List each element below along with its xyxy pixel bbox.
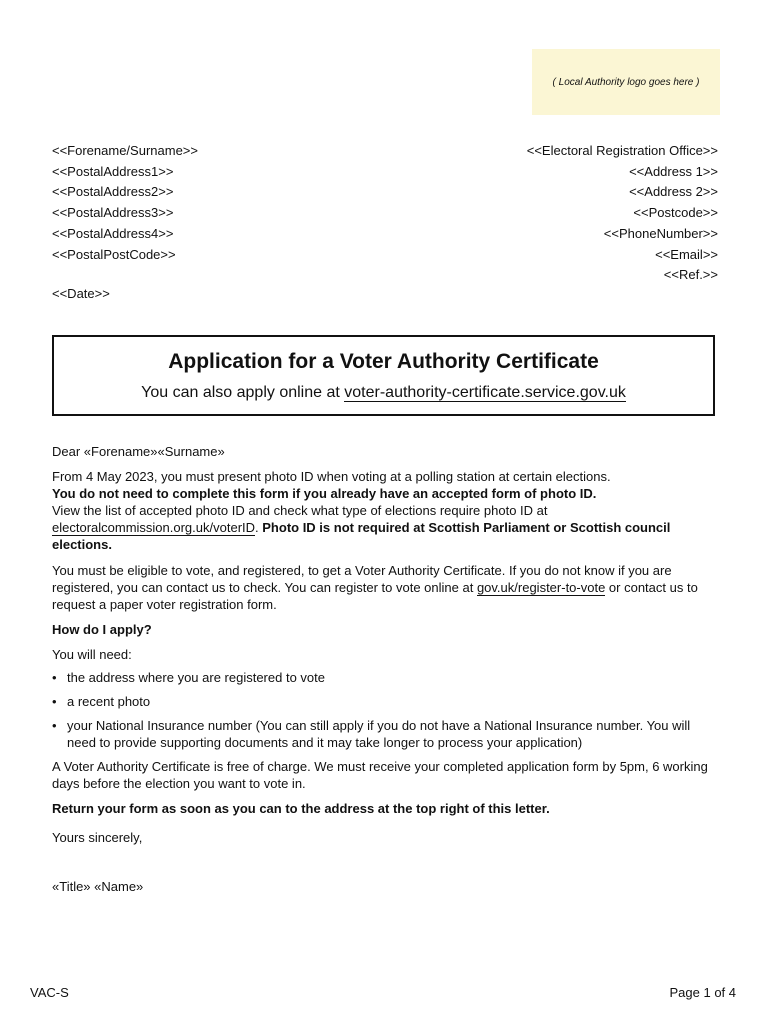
closing: Yours sincerely, (52, 830, 143, 845)
logo-placeholder (532, 49, 720, 115)
how-to-apply-heading (52, 621, 720, 638)
recipient-postcode: <<PostalPostCode>> (52, 246, 176, 262)
recipient-address-line-3: <<PostalAddress3>> (52, 205, 174, 221)
recipient-address-line-2: <<PostalAddress2>> (52, 184, 174, 200)
how-to-apply-heading-text: How do I apply? (52, 622, 152, 637)
office-phone: <<PhoneNumber>> (603, 225, 718, 241)
requirements-list (52, 669, 720, 751)
photo-id-exemption: You do not need to complete this form if you already have an accepted form of photo ID. (52, 486, 597, 501)
salutation: Dear «Forename»«Surname» (52, 444, 225, 459)
letter-body (52, 443, 720, 901)
eligibility-end: or contact us to request a paper voter registration form. (52, 580, 698, 612)
online-application-link[interactable]: voter-authority-certificate.service.gov.uk (344, 384, 626, 401)
office-name: <<Electoral Registration Office>> (526, 143, 718, 158)
recipient-name: <<Forename/Surname>> (52, 143, 198, 158)
list-item (52, 693, 720, 710)
list-item (52, 717, 720, 751)
signature: «Title» «Name» (52, 879, 144, 894)
form-code: VAC-S (30, 985, 69, 1000)
return-instructions (52, 800, 720, 817)
free-of-charge-paragraph: A Voter Authority Certificate is free of charge. We must receive your completed application form by 5pm, 6 working days before the election you want to vote in. (52, 759, 708, 791)
list-item-text: the address where you are registered to vote (67, 670, 325, 685)
subtitle (54, 384, 713, 402)
recipient-address-line-4: <<PostalAddress4>> (52, 225, 174, 241)
list-item (52, 669, 720, 686)
letter-date: <<Date>> (52, 286, 110, 301)
logo-placeholder-text: ( Local Authority logo goes here ) (552, 76, 700, 88)
photo-id-intro: From 4 May 2023, you must present photo ID when voting at a polling station at certain elections. (52, 469, 611, 484)
return-instructions-text: Return your form as soon as you can to the address at the top right of this letter. (52, 801, 550, 816)
bullet-icon: • (52, 694, 57, 709)
office-address (527, 141, 718, 286)
office-address-line-1: <<Address 1>> (629, 163, 718, 179)
list-item-text: a recent photo (67, 694, 151, 709)
recipient-address-line-1: <<PostalAddress1>> (52, 163, 174, 179)
recipient-address (52, 141, 198, 265)
office-address-line-2: <<Address 2>> (629, 184, 718, 200)
office-email: <<Email>> (655, 246, 718, 262)
photo-id-list-text: View the list of accepted photo ID and check what type of elections require photo ID at (52, 503, 548, 518)
title-box (52, 335, 715, 416)
office-ref: <<Ref.>> (663, 267, 718, 283)
page-title: Application for a Voter Authority Certificate (168, 350, 599, 373)
photo-id-paragraph: From 4 May 2023, you must present photo ID when voting at a polling station at certain elections. You do not need to complete this form if you already have an accepted form of photo ID. View the list of accepted photo ID and check what type of elections require photo ID at electoralcommission.org.uk/voterID. Photo ID is not required at Scottish Parliament or Scottish council elections. (52, 469, 671, 552)
register-to-vote-link[interactable]: gov.uk/register-to-vote (476, 580, 606, 595)
bullet-icon: • (52, 670, 57, 685)
list-item-text: your National Insurance number (You can still apply if you do not have a National Insurance number. You will need to provide supporting documents and it may take longer to process your application) (67, 718, 691, 750)
voter-id-link[interactable]: electoralcommission.org.uk/voterID (52, 520, 256, 535)
eligibility-paragraph (52, 562, 720, 613)
page-number: Page 1 of 4 (669, 985, 736, 1000)
eligibility-text: You must be eligible to vote, and registered, to get a Voter Authority Certificate. If you do not know if you are registered, you can contact us to check. You can register to vote online at (52, 563, 672, 595)
bullet-icon: • (52, 718, 57, 733)
subtitle-prefix: You can also apply online at (141, 384, 345, 401)
scottish-exemption: Photo ID is not required at Scottish Parliament or Scottish council elections. (52, 520, 671, 552)
office-postcode: <<Postcode>> (633, 205, 718, 221)
you-will-need: You will need: (52, 647, 132, 662)
